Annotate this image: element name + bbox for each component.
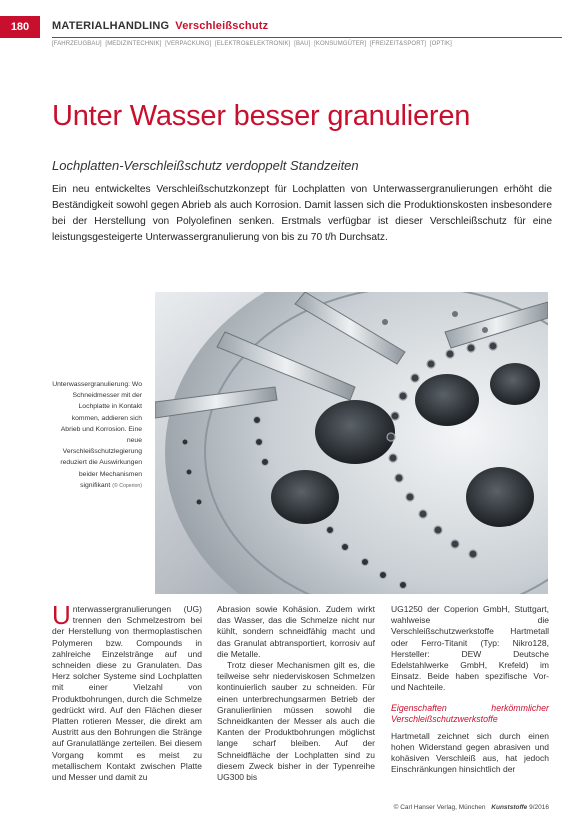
caption-text: Unterwassergranulierung: Wo Schneidmesser mit der Lochplatte in Kontakt kommen, addieren sich Abrieb und Korrosion. Eine neue Verschleißschutzlegierung reduziert die Auswirkungen beider Mechanismen signifikant xyxy=(52,381,142,489)
tag: [VERPACKUNG] xyxy=(165,41,212,47)
header-rule xyxy=(52,37,562,38)
subheading: Eigenschaften herkömmlicher Verschleißschutzwerkstoffe xyxy=(391,702,549,724)
subsection-label: Verschleißschutz xyxy=(175,20,269,32)
body-paragraph xyxy=(52,600,202,783)
photo-caption xyxy=(52,379,142,492)
issue-number: 9/2016 xyxy=(529,804,549,811)
tag: [MEDIZINTECHNIK] xyxy=(105,41,162,47)
section-heading xyxy=(52,20,268,32)
tag: [FAHRZEUGBAU] xyxy=(52,41,102,47)
caption-credit: (© Coperion) xyxy=(112,482,142,489)
die-plate-illustration xyxy=(155,292,548,594)
industry-tags xyxy=(52,41,454,47)
article-lead: Ein neu entwickeltes Verschleißschutzkonzept für Lochplatten von Unterwassergranulierungen erhöht die Beständigkeit sowohl gegen Abrieb als auch Korrosion. Damit lassen sich die Produktionskosten insbesondere bei der Herstellung von Polyolefinen senken. Erstmals verfügbar ist dieser Verschleißschutz für eine leistungsgesteigerte Unterwassergranulierung von bis zu 70 t/h Durchsatz. xyxy=(52,184,552,243)
publisher-credit: © Carl Hanser Verlag, München xyxy=(393,804,486,811)
article-subtitle: Lochplatten-Verschleißschutz verdoppelt Standzeiten xyxy=(52,158,359,173)
body-paragraph: UG1250 der Coperion GmbH, Stuttgart, wahlweise die Verschleißschutzwerkstoffe Hartmetall oder Ferro-Titanit (Typ: Nikro128, Hersteller: DEW Deutsche Edelstahlwerke GmbH, Krefeld) im Einsatz. Beide haben spezifische Vor- und Nachteile. xyxy=(391,604,549,693)
tag: [KONSUMGÜTER] xyxy=(314,41,367,47)
tag: [OPTIK] xyxy=(429,41,452,47)
body-paragraph: Hartmetall zeichnet sich durch einen hohen Widerstand gegen abrasiven und kohäsiven Verschleiß aus, hat jedoch Einschränkungen hinsichtlich der xyxy=(391,730,549,775)
drop-cap: U xyxy=(52,600,71,630)
page-footer xyxy=(394,804,549,811)
section-label: MATERIALHANDLING xyxy=(52,20,170,32)
body-paragraph: Trotz dieser Mechanismen gilt es, die teilweise sehr niederviskosen Schmelzen kontinuierlich sauber zu schneiden. Für einen unterbrechungsarmen Betrieb der Granulierlinien müssen sowohl die Schneidkanten der Messer als auch die Kanten der Produktbohrungen möglichst lange scharf bleiben. Auf der Schneidfläche der Lochplatten sind zu diesem Zweck bisher in der Typenreihe UG300 bis xyxy=(217,660,375,783)
magazine-name: Kunststoffe xyxy=(491,804,528,811)
article-title: Unter Wasser besser granulieren xyxy=(52,100,471,132)
paragraph-text: nterwassergranulierungen (UG) trennen den Schmelzestrom bei der Herstellung von thermoplastischen Polymeren bzw. Compounds in zahlreiche Einzelstränge auf und schneiden diese zu Granulaten. Das Herz solcher Systeme sind Lochplatten mit einer Vielzahl von Produktbohrungen, durch die Schmelze gedrückt wird. Auf den Flächen dieser Platten rotieren Messer, die direkt am Austritt aus den Bohrungen die Stränge auf Granulatlänge zerteilen. Bei diesem Vorgang kommt es meist zu metallischem Kontakt zwischen Platte und Messer und damit zu xyxy=(52,604,202,783)
body-column-1 xyxy=(52,600,202,783)
article-photo xyxy=(155,292,548,594)
body-column-2 xyxy=(217,604,375,783)
body-column-3 xyxy=(391,604,549,775)
tag: [FREIZEIT&SPORT] xyxy=(369,41,427,47)
tag: [BAU] xyxy=(294,41,311,47)
page-number: 180 xyxy=(0,16,40,38)
tag: [ELEKTRO&ELEKTRONIK] xyxy=(215,41,291,47)
body-paragraph: Abrasion sowie Kohäsion. Zudem wirkt das Wasser, das die Schmelze nicht nur kühlt, sondern schneidfähig macht und das Granulat abtransportiert, korrosiv auf die Metalle. xyxy=(217,604,375,659)
